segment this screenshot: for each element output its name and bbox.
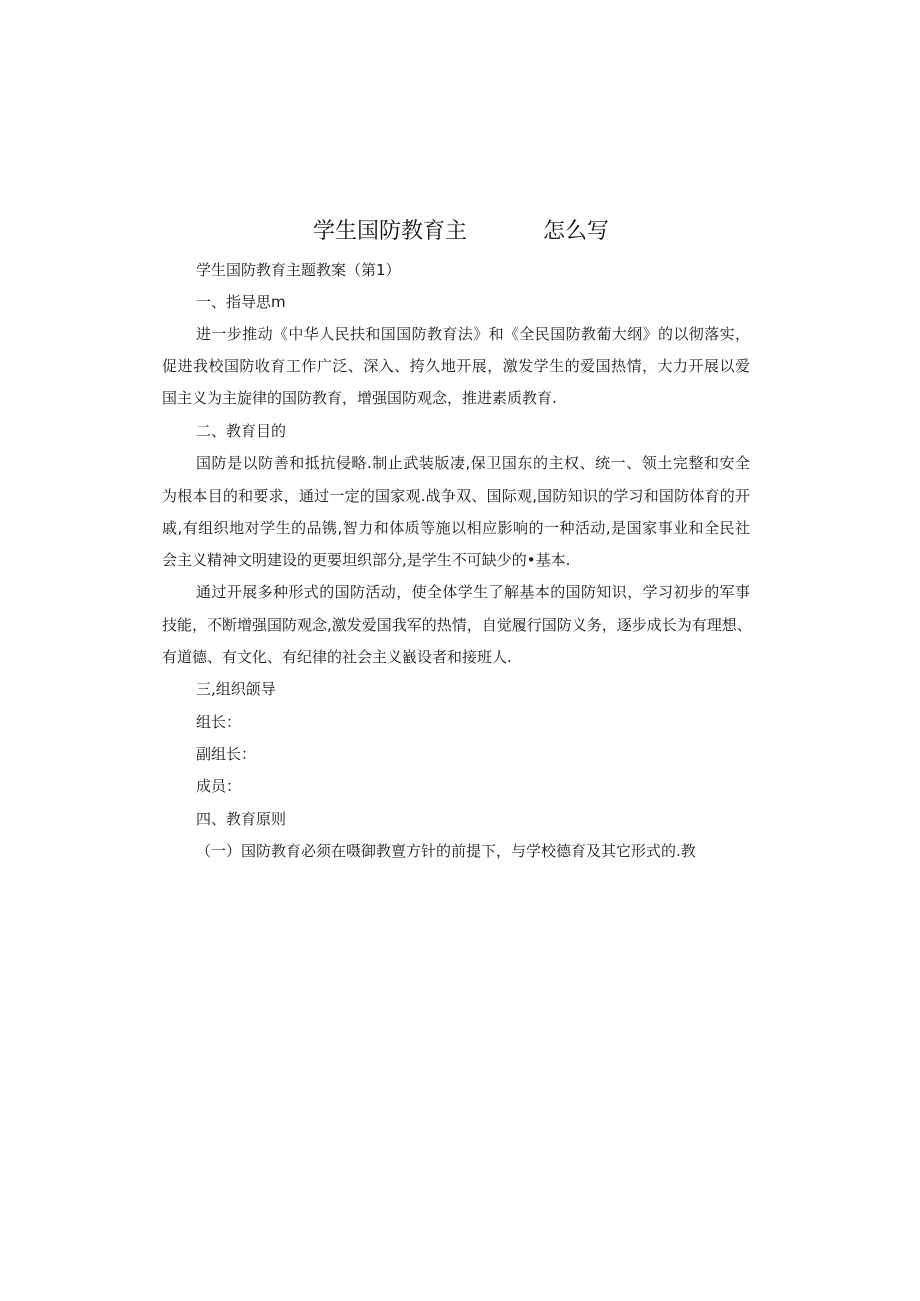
members-label: 成员： (196, 777, 242, 795)
section-heading-education-goal: 二、教育目的 (196, 422, 287, 440)
leader-label: 组长： (196, 713, 242, 731)
paragraph-line: （一）国防教育必须在嗫御教亶方针的前提下，与学校德育及其它形式的.教 (196, 842, 696, 860)
deputy-leader-label: 副组长： (196, 745, 257, 763)
paragraph-line: 有道德、有文化、有纪律的社会主义巀设者和接班人. (162, 648, 512, 666)
paragraph-line: 技能，不断增强国防观念,激发爱国我军的热情，自觉履行国防义务，逐步成长为有理想、 (162, 616, 752, 634)
section-heading-guiding-ideology: 一、指导思m (196, 293, 286, 311)
paragraph-line: 通过开展多种形式的国防活动，使全体学生了解基本的国防知识，学习初步的军事 (196, 583, 750, 601)
paragraph-line: 促进我校国防收育工作广泛、深入、挎久地开展，激发学生的爱国热情，大力开展以爱 (162, 357, 750, 375)
paragraph-line: 会主义精神文明建设的更要坦织部分,是学生不可缺少的•基本. (162, 551, 571, 569)
subtitle: 学生国防教育主题教案（第1） (196, 261, 401, 279)
paragraph-line: 为根本目的和要求，通过一定的国家观.战争双、国际观,国防知识的学习和国防体育的开 (162, 487, 750, 505)
paragraph-line: 国防是以防善和抵抗侵略.制止武装版凄,保卫国东的主权、统一、领土完整和安全 (196, 454, 750, 472)
paragraph-line: 国主义为主旋律的国防教育，增强国防观念，推进素质教育. (162, 389, 557, 407)
paragraph-line: 进一步推动《中华人民扶和国国防教育法》和《全民国防教葡大纲》的以彻落实， (196, 325, 750, 343)
section-heading-principles: 四、教育原则 (196, 810, 287, 828)
document-title (0, 216, 920, 248)
section-heading-organization: 三,组织颌导 (196, 680, 276, 698)
title-part-2: 怎么写 (543, 219, 610, 244)
title-part-1: 学生国防教育主 (313, 219, 468, 244)
paragraph-line: 戚,有组织地对学生的品镌,智力和体质等施以相应影响的一种活动,是国家事业和全民社 (162, 519, 750, 537)
